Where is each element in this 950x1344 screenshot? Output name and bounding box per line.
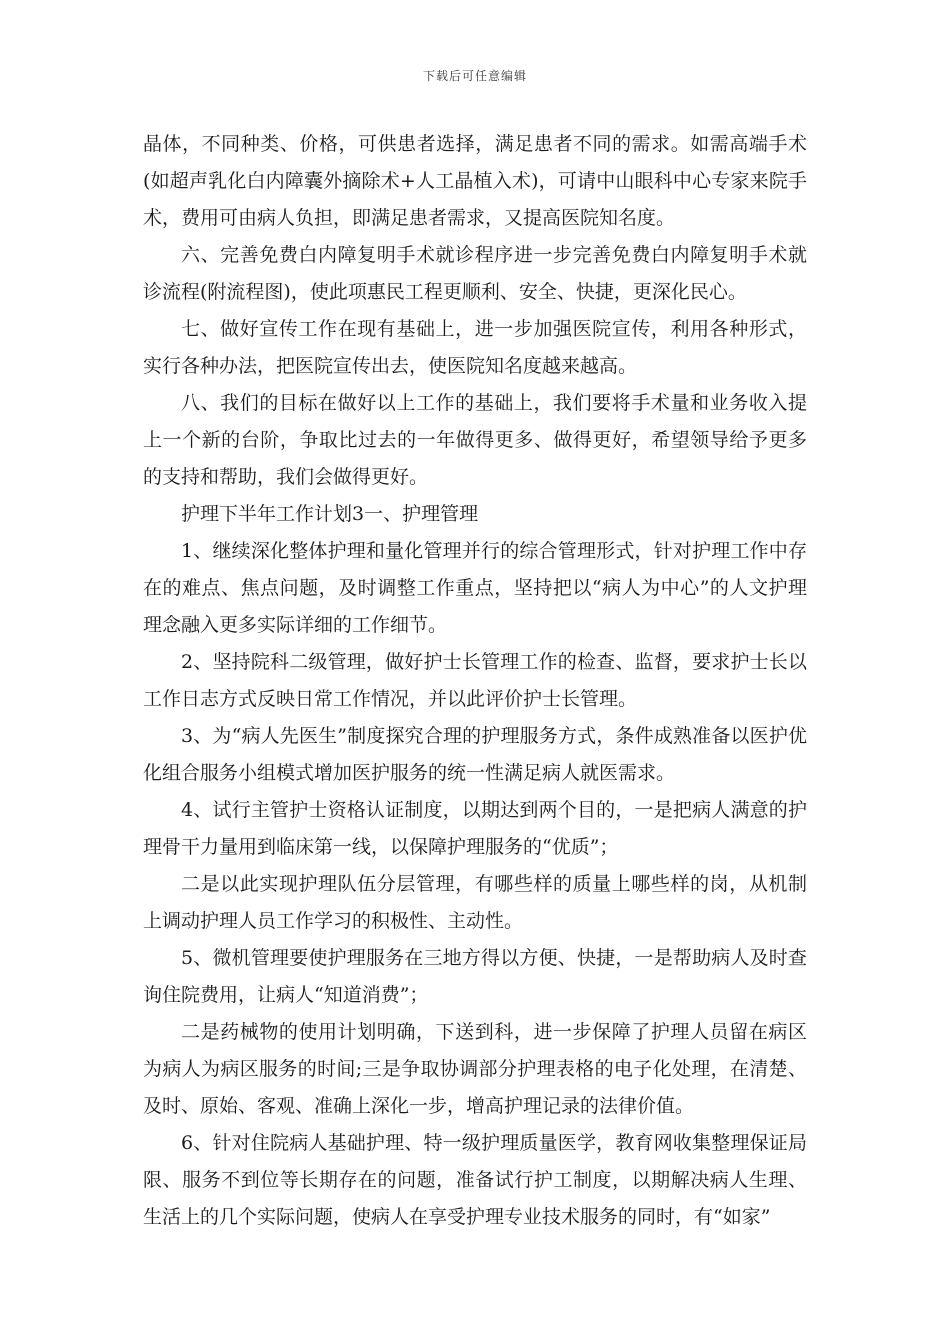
- paragraph: 八、我们的目标在做好以上工作的基础上，我们要将手术量和业务收入提上一个新的台阶，争取比过去的一年做得更多、做得更好，希望领导给予更多的支持和帮助，我们会做得更好。: [143, 392, 807, 488]
- paragraph: 二是以此实现护理队伍分层管理，有哪些样的质量上哪些样的岗，从机制上调动护理人员工作学习的积极性、主动性。: [143, 873, 807, 932]
- page-header: 下载后可任意编辑: [422, 69, 527, 83]
- paragraph: 5、微机管理要使护理服务在三地方得以方便、快捷，一是帮助病人及时查询住院费用，让病人“知道消费”；: [143, 947, 807, 1006]
- paragraph: 二是药械物的使用计划明确，下送到科，进一步保障了护理人员留在病区为病人为病区服务的时间;三是争取协调部分护理表格的电子化处理，在清楚、及时、原始、客观、准确上深化一步，增高护理记录的法律价值。: [143, 1021, 807, 1117]
- paragraph: 晶体，不同种类、价格，可供患者选择，满足患者不同的需求。如需高端手术(如超声乳化白内障囊外摘除术+人工晶植入术)，可请中山眼科中心专家来院手术，费用可由病人负担，即满足患者需求，又提高医院知名度。: [143, 133, 807, 229]
- section-heading: 护理下半年工作计划3一、护理管理: [181, 503, 479, 525]
- paragraph: 六、完善免费白内障复明手术就诊程序进一步完善免费白内障复明手术就诊流程(附流程图)，使此项惠民工程更顺利、安全、快捷，更深化民心。: [143, 244, 807, 303]
- paragraph: 七、做好宣传工作在现有基础上，进一步加强医院宣传，利用各种形式，实行各种办法，把医院宣传出去，使医院知名度越来越高。: [143, 318, 807, 377]
- paragraph: 2、坚持院科二级管理，做好护士长管理工作的检查、监督，要求护士长以工作日志方式反映日常工作情况，并以此评价护士长管理。: [143, 651, 807, 710]
- document-body: [143, 126, 807, 1236]
- paragraph: 1、继续深化整体护理和量化管理并行的综合管理形式，针对护理工作中存在的难点、焦点问题，及时调整工作重点，坚持把以“病人为中心”的人文护理理念融入更多实际详细的工作细节。: [143, 540, 807, 636]
- paragraph: 4、试行主管护士资格认证制度，以期达到两个目的，一是把病人满意的护理骨干力量用到临床第一线，以保障护理服务的“优质”；: [143, 799, 807, 858]
- paragraph: 3、为“病人先医生”制度探究合理的护理服务方式，条件成熟准备以医护优化组合服务小组模式增加医护服务的统一性满足病人就医需求。: [143, 725, 807, 784]
- paragraph: 6、针对住院病人基础护理、特一级护理质量医学，教育网收集整理保证局限、服务不到位等长期存在的问题，准备试行护工制度，以期解决病人生理、生活上的几个实际问题，使病人在享受护理专业技术服务的同时，有“如家”: [143, 1132, 807, 1228]
